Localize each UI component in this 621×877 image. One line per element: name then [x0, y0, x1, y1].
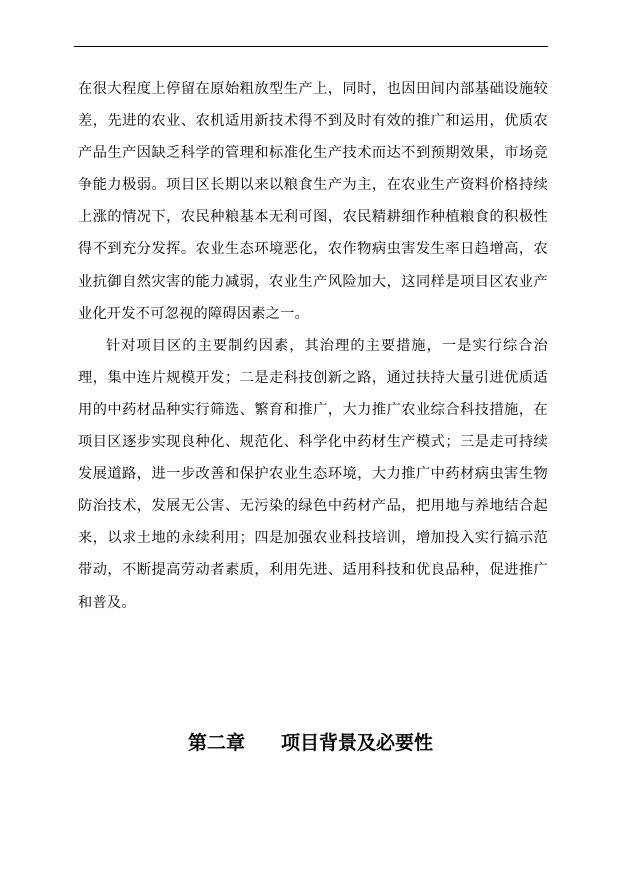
paragraph-1: 在很大程度上停留在原始粗放型生产上，同时，也因田间内部基础设施较差，先进的农业、农机适用新技术得不到及时有效的推广和运用，优质农产品生产因缺乏科学的管理和标准化生产技术而达不到预期效果，市场竞争能力极弱。项目区长期以来以粮食生产为主，在农业生产资料价格持续上涨的情况下，农民种粮基本无利可图，农民精耕细作种植粮食的积极性得不到充分发挥。农业生态环境恶化，农作物病虫害发生率日趋增高，农业抗御自然灾害的能力减弱，农业生产风险加大，这同样是项目区农业产业化开发不可忽视的障碍因素之一。 [78, 81, 548, 322]
paragraph-2: 针对项目区的主要制约因素，其治理的主要措施，一是实行综合治理，集中连片规模开发；二是走科技创新之路，通过扶持大量引进优质适用的中药材品种实行筛选、繁育和推广，大力推广农业综合科技措施，在项目区逐步实现良种化、规范化、科学化中药材生产模式；三是走可持续发展道路，进一步改善和保护农业生态环境，大力推广中药材病虫害生物防治技术，发展无公害、无污染的绿色中药材产品，把用地与养地结合起来，以求土地的永续利用；四是加强农业科技培训，增加投入实行搞示范带动，不断提高劳动者素质，利用先进、适用科技和优良品种，促进推广和普及。 [78, 337, 548, 611]
body-text [78, 73, 548, 619]
header-rule [74, 46, 548, 47]
chapter-title: 项目背景及必要性 [281, 732, 434, 754]
chapter-number: 第二章 [187, 732, 245, 754]
chapter-heading [0, 728, 621, 755]
